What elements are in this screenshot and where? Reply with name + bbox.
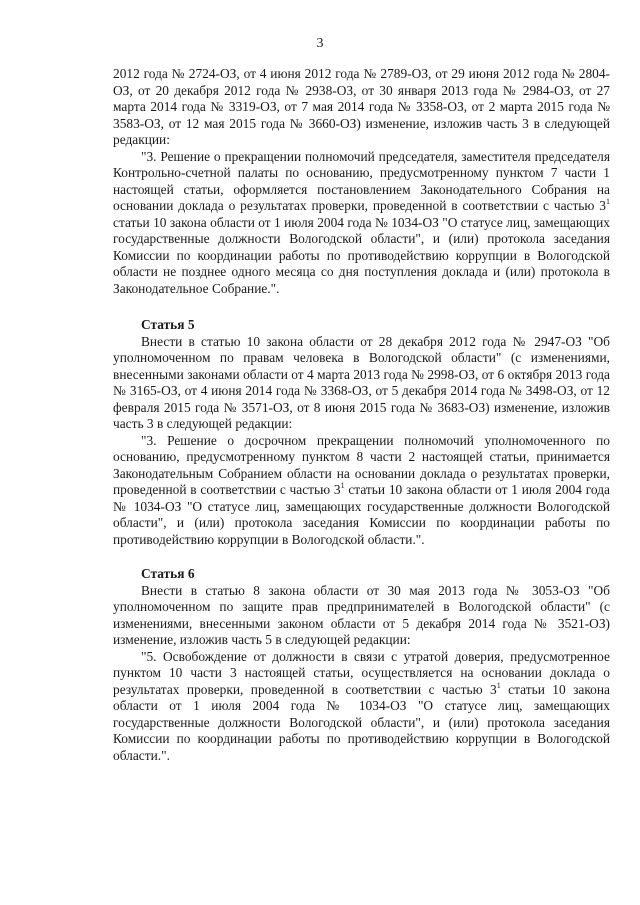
page-number: 3 xyxy=(316,36,324,51)
article-5-quote xyxy=(113,433,610,549)
superscript: 1 xyxy=(340,481,345,490)
quote-text: статьи 10 закона области от 1 июля 2004 года № 1034-ОЗ "О статусе лиц, замещающих государственные должности Вологодской области", и (или) протокола заседания Комиссии по координации работы по противодействию коррупции в Вологодской области.". xyxy=(113,681,610,763)
article-6-intro: Внести в статью 8 закона области от 30 мая 2013 года № 3053-ОЗ "Об уполномоченном по защите прав предпринимателей в Вологодской области" (с изменениями, внесенными законом области от 5 декабря 2014 года № 3521-ОЗ) изменение, изложив часть 5 в следующей редакции: xyxy=(113,582,610,647)
article-6-quote xyxy=(113,649,610,765)
continuation-paragraph: 2012 года № 2724-ОЗ, от 4 июня 2012 года № 2789-ОЗ, от 29 июня 2012 года № 2804-ОЗ, от 20 декабря 2012 года № 2938-ОЗ, от 30 января 2013 года № 2984-ОЗ, от 27 марта 2014 года № 3319-ОЗ, от 7 мая 2014 года № 3358-ОЗ, от 2 марта 2015 года № 3583-ОЗ, от 12 мая 2015 года № 3660-ОЗ) изменение, изложив часть 3 в следующей редакции: xyxy=(113,66,610,147)
superscript: 1 xyxy=(606,197,610,206)
quote-text: статьи 10 закона области от 1 июля 2004 года № 1034-ОЗ "О статусе лиц, замещающих государственные должности Вологодской области", и (или) протокола заседания Комиссии по координации работы по противодействию коррупции в Вологодской области не позднее одного месяца со дня поступления доклада и (или) протокола в Законодательное Собрание.". xyxy=(113,214,610,296)
quote-text: "5. Освобождение от должности в связи с утратой доверия, предусмотренное пунктом 10 части 3 настоящей статьи, осуществляется на основании доклада о результатах проверки, проведенной в соответствии с частью 3 xyxy=(113,648,610,697)
document-body xyxy=(113,66,610,764)
quote-text: "3. Решение о прекращении полномочий председателя, заместителя председателя Контрольно-счетной палаты по основанию, предусмотренному пунктом 7 части 1 настоящей статьи, оформляется постановлением Законодательного Собрания на основании доклада о результатах проверки, проведенной в соответствии с частью 3 xyxy=(113,148,610,213)
article-5-intro: Внести в статью 10 закона области от 28 декабря 2012 года № 2947-ОЗ "Об уполномоченном по правам человека в Вологодской области" (с изменениями, внесенными законами области от 4 марта 2013 года № 2998-ОЗ, от 6 октября 2013 года № 3165-ОЗ, от 4 июня 2014 года № 3368-ОЗ, от 5 декабря 2014 года № 3498-ОЗ, от 12 февраля 2015 года № 3571-ОЗ, от 8 июня 2015 года № 3683-ОЗ) изменение, изложив часть 3 в следующей редакции: xyxy=(113,333,610,431)
article-6-heading: Статья 6 xyxy=(141,566,195,581)
superscript: 1 xyxy=(496,680,501,690)
article-5-heading: Статья 5 xyxy=(141,317,195,332)
quote-text: "3. Решение о досрочном прекращении полномочий уполномоченного по основанию, предусмотренному пунктом 8 части 2 настоящей статьи, принимается Законодательным Собранием области на основании доклада о результатах проверки, проведенной в соответствии с частью 3 xyxy=(113,432,610,497)
quote-text: статьи 10 закона области от 1 июля 2004 года № 1034-ОЗ "О статусе лиц, замещающих государственные должности Вологодской области", и (или) протокола заседания Комиссии по координации работы по противодействию коррупции в Вологодской области.". xyxy=(113,482,610,547)
quoted-amendment-part-3 xyxy=(113,149,610,298)
